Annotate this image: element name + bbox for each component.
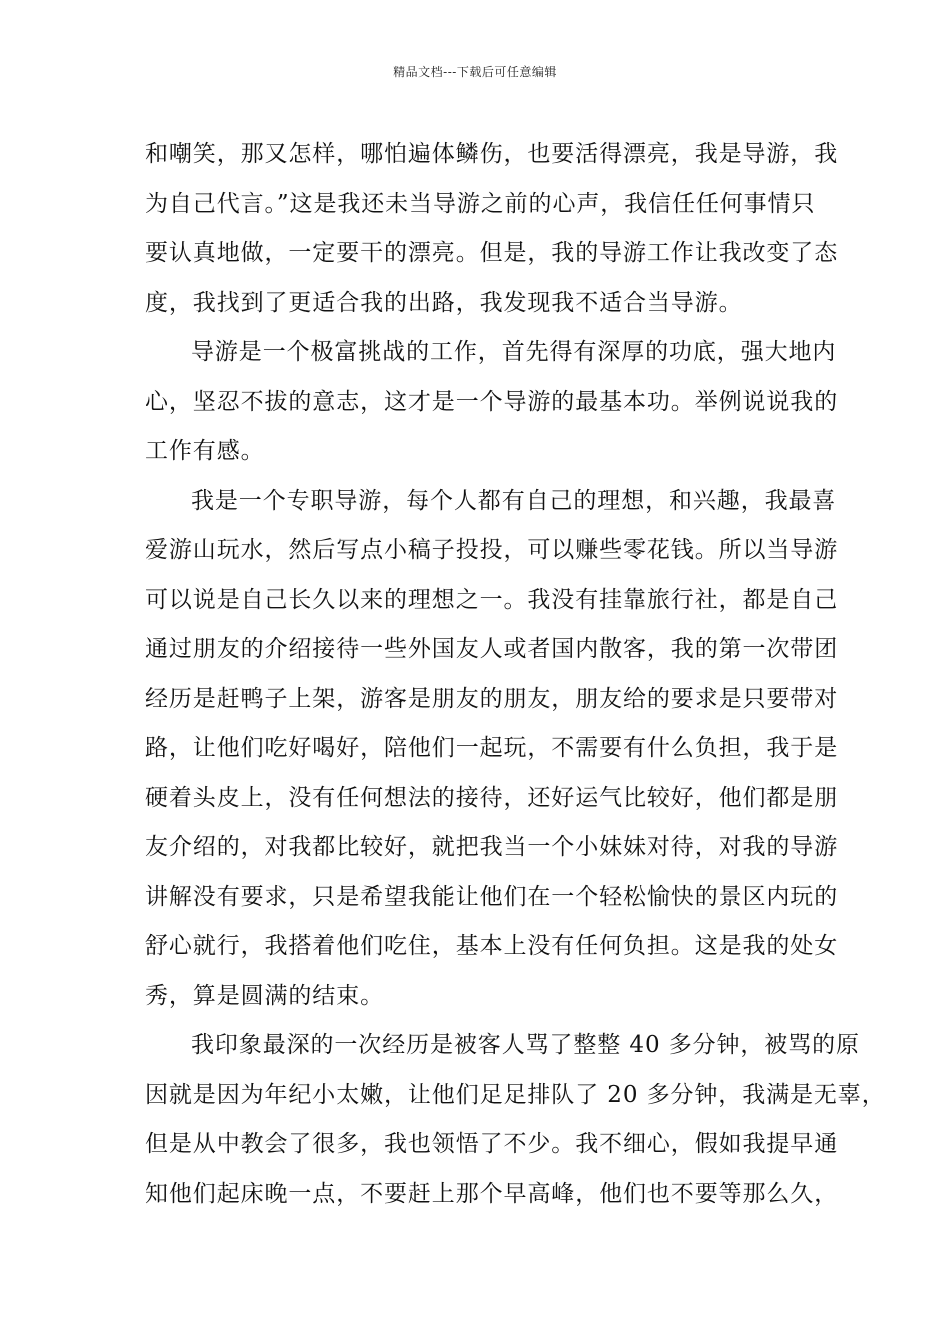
page-header: 精品文档---下载后可任意编辑 [393,65,557,79]
text-line: 度，我找到了更适合我的出路，我发现我不适合当导游。 [145,289,743,316]
paragraph-first-line: 我印象最深的一次经历是被客人骂了整整 40 多分钟，被骂的原 [191,1032,860,1058]
text-line: 但是从中教会了很多，我也领悟了不少。我不细心，假如我提早通 [145,1131,839,1157]
text-line: 要认真地做，一定要干的漂亮。但是，我的导游工作让我改变了态 [145,240,839,266]
text-line: 心，坚忍不拔的意志，这才是一个导游的最基本功。举例说说我的 [145,388,839,415]
text-line: 工作有感。 [145,438,265,464]
text-line: 为自己代言。”这是我还未当导游之前的心声，我信任任何事情只 [145,190,816,217]
text-line: 知他们起床晚一点，不要赶上那个早高峰，他们也不要等那么久， [145,1180,839,1207]
text-line: 爱游山玩水，然后写点小稿子投投，可以赚些零花钱。所以当导游 [145,537,839,563]
text-line: 因就是因为年纪小太嫩，让他们足足排队了 20 多分钟，我满是无辜， [145,1081,886,1108]
text-line: 硬着头皮上，没有任何想法的接待，还好运气比较好，他们都是朋 [145,784,839,811]
text-line: 通过朋友的介绍接待一些外国友人或者国内散客，我的第一次带团 [145,636,839,662]
text-line: 友介绍的，对我都比较好，就把我当一个小妹妹对待，对我的导游 [145,834,839,860]
text-line: 秀，算是圆满的结束。 [145,982,384,1009]
text-line: 经历是赶鸭子上架，游客是朋友的朋友，朋友给的要求是只要带对 [145,685,839,712]
document-body [145,130,886,1219]
text-line: 舒心就行，我搭着他们吃住，基本上没有任何负担。这是我的处女 [145,933,839,959]
text-line: 路，让他们吃好喝好，陪他们一起玩，不需要有什么负担，我于是 [145,735,839,761]
paragraph-first-line: 导游是一个极富挑战的工作，首先得有深厚的功底，强大地内 [191,339,837,365]
paragraph-first-line: 我是一个专职导游，每个人都有自己的理想，和兴趣，我最喜 [191,487,837,514]
text-line: 可以说是自己长久以来的理想之一。我没有挂靠旅行社，都是自己 [145,586,839,613]
text-line: 讲解没有要求，只是希望我能让他们在一个轻松愉快的景区内玩的 [145,883,839,910]
text-line: 和嘲笑，那又怎样，哪怕遍体鳞伤，也要活得漂亮，我是导游，我 [145,141,839,167]
